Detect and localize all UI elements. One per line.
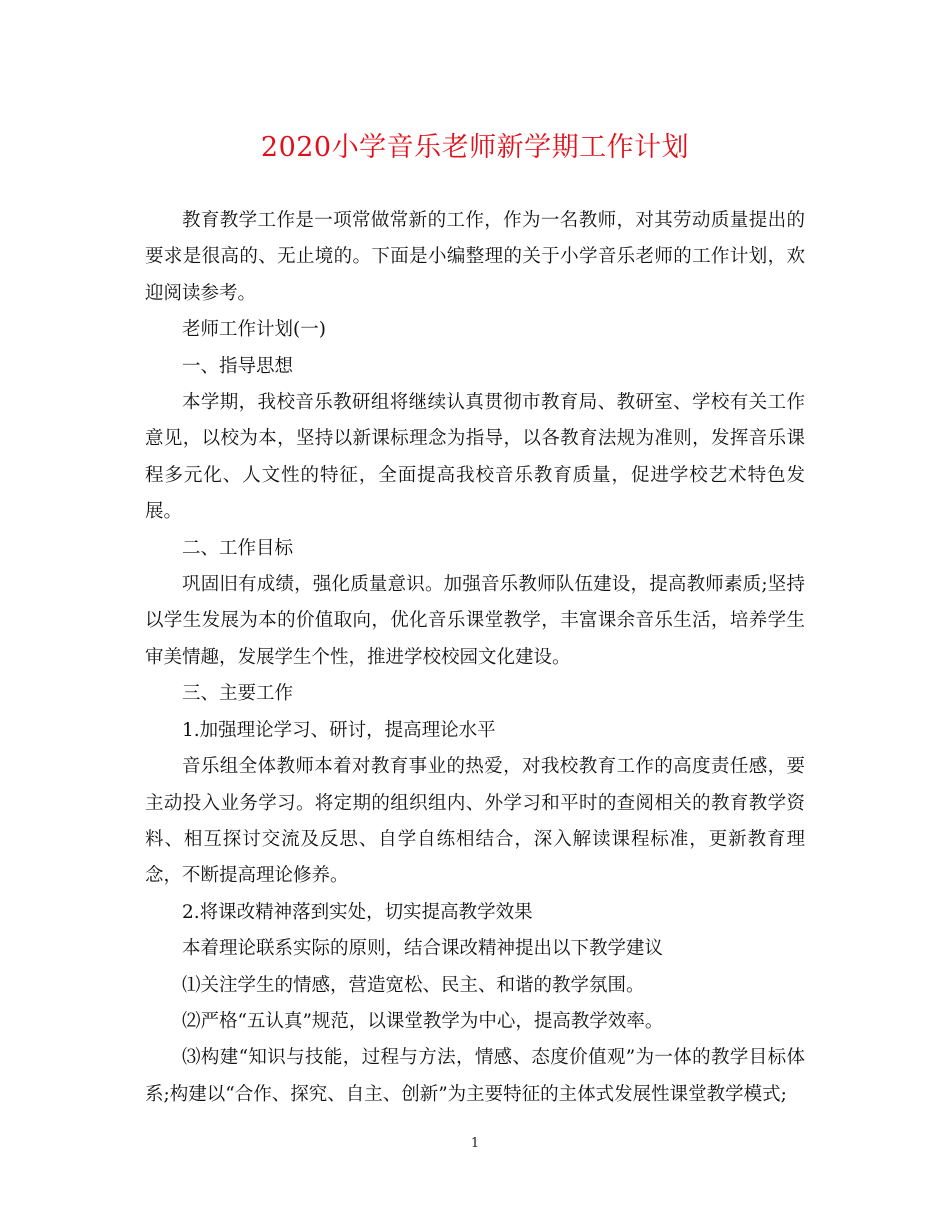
list-item-suggestion-3: ⑶构建“知识与技能，过程与方法，情感、态度价值观”为一体的教学目标体系;构建以“合作、探究、自主、创新”为主要特征的主体式发展性课堂教学模式; [145, 1047, 805, 1105]
paragraph-guiding-thought: 本学期，我校音乐教研组将继续认真贯彻市教育局、教研室、学校有关工作意见，以校为本，坚持以新课标理念为指导，以各教育法规为准则，发挥音乐课程多元化、人文性的特征，全面提高我校音乐教育质量，促进学校艺术特色发展。 [145, 392, 805, 523]
document-title: 2020小学音乐老师新学期工作计划 [260, 132, 690, 163]
list-item-suggestion-1: ⑴关注学生的情感，营造宽松、民主、和谐的教学氛围。 [182, 974, 645, 996]
heading-guiding-thought: 一、指导思想 [182, 355, 294, 377]
section-heading-plan-one: 老师工作计划(一) [182, 319, 326, 341]
paragraph-teaching-suggestions-intro: 本着理论联系实际的原则，结合课改精神提出以下教学建议 [182, 938, 664, 960]
paragraph-work-goals: 巩固旧有成绩，强化质量意识。加强音乐教师队伍建设，提高教师素质;坚持以学生发展为本的价值取向，优化音乐课堂教学，丰富课余音乐生活，培养学生审美情趣，发展学生个性，推进学校校园文化建设。 [145, 574, 805, 668]
list-item-suggestion-2: ⑵严格“五认真”规范，以课堂教学为中心，提高教学效率。 [182, 1010, 664, 1032]
paragraph-theory-study: 音乐组全体教师本着对教育事业的热爱，对我校教育工作的高度责任感，要主动投入业务学习。将定期的组织组内、外学习和平时的查阅相关的教育教学资料、相互探讨交流及反思、自学自练相结合，深入解读课程标准，更新教育理念，不断提高理论修养。 [145, 756, 805, 887]
document-body [145, 203, 805, 1113]
heading-work-goals: 二、工作目标 [182, 537, 294, 559]
subheading-curriculum-reform: 2.将课改精神落到实处，切实提高教学效果 [182, 901, 533, 923]
heading-main-work: 三、主要工作 [182, 683, 294, 705]
intro-paragraph: 教育教学工作是一项常做常新的工作，作为一名教师，对其劳动质量提出的要求是很高的、无止境的。下面是小编整理的关于小学音乐老师的工作计划，欢迎阅读参考。 [145, 210, 805, 304]
page-number: 1 [470, 1136, 480, 1151]
subheading-theory-study: 1.加强理论学习、研讨，提高理论水平 [182, 719, 496, 741]
